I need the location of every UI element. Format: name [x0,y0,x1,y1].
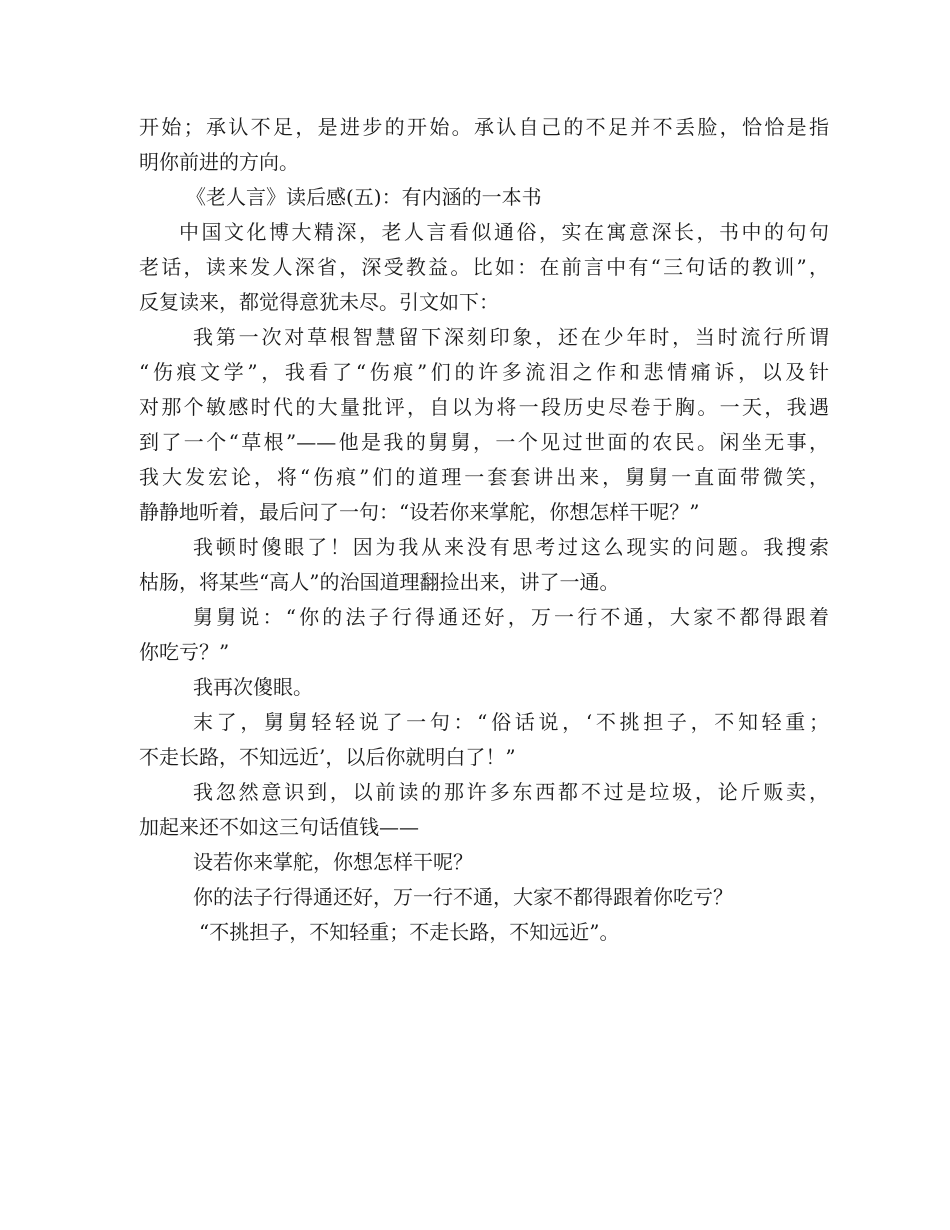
text-line: 你吃亏？” [139,640,230,664]
text-line: 开始；承认不足，是进步的开始。承认自己的不足并不丢脸，恰恰是指 [139,115,829,139]
text-line: 明你前进的方向。 [139,150,299,174]
text-line: 静静地听着，最后问了一句：“设若你来掌舵，你想怎样干呢？” [139,500,700,524]
text-line: 反复读来，都觉得意犹未尽。引文如下： [139,290,499,314]
section-title: 《老人言》读后感(五)：有内涵的一本书 [186,185,542,209]
text-line: 设若你来掌舵，你想怎样干呢？ [193,850,473,874]
text-line: 中国文化博大精深，老人言看似通俗，实在寓意深长，书中的句句 [179,220,829,244]
article-body [139,110,829,950]
text-line: 你的法子行得通还好，万一行不通，大家不都得跟着你吃亏？ [193,885,733,909]
text-line: 我第一次对草根智慧留下深刻印象，还在少年时，当时流行所谓 [193,325,829,349]
text-line: 老话，读来发人深省，深受教益。比如：在前言中有“三句话的教训”， [139,255,829,279]
text-line: 枯肠，将某些“高人”的治国道理翻捡出来，讲了一通。 [139,570,620,594]
text-line: 舅舅说：“你的法子行得通还好，万一行不通，大家不都得跟着 [193,605,829,629]
text-line: 末了，舅舅轻轻说了一句：“俗话说，‘不挑担子，不知轻重； [193,710,829,734]
text-line: “伤痕文学”，我看了“伤痕”们的许多流泪之作和悲情痛诉，以及针 [139,360,829,384]
text-line: 不走长路，不知远近’，以后你就明白了！” [139,745,516,769]
text-line: “不挑担子，不知轻重；不走长路，不知远近”。 [199,920,620,944]
text-line: 我忽然意识到，以前读的那许多东西都不过是垃圾，论斤贩卖， [193,780,829,804]
text-line: 到了一个“草根”——他是我的舅舅，一个见过世面的农民。闲坐无事， [139,430,829,454]
text-line: 我顿时傻眼了！因为我从来没有思考过这么现实的问题。我搜索 [193,535,829,559]
text-line: 加起来还不如这三句话值钱—— [139,815,419,839]
text-line: 我大发宏论，将“伤痕”们的道理一套套讲出来，舅舅一直面带微笑， [139,465,829,489]
text-line: 我再次傻眼。 [193,675,313,699]
text-line: 对那个敏感时代的大量批评，自以为将一段历史尽卷于胸。一天，我遇 [139,395,829,419]
